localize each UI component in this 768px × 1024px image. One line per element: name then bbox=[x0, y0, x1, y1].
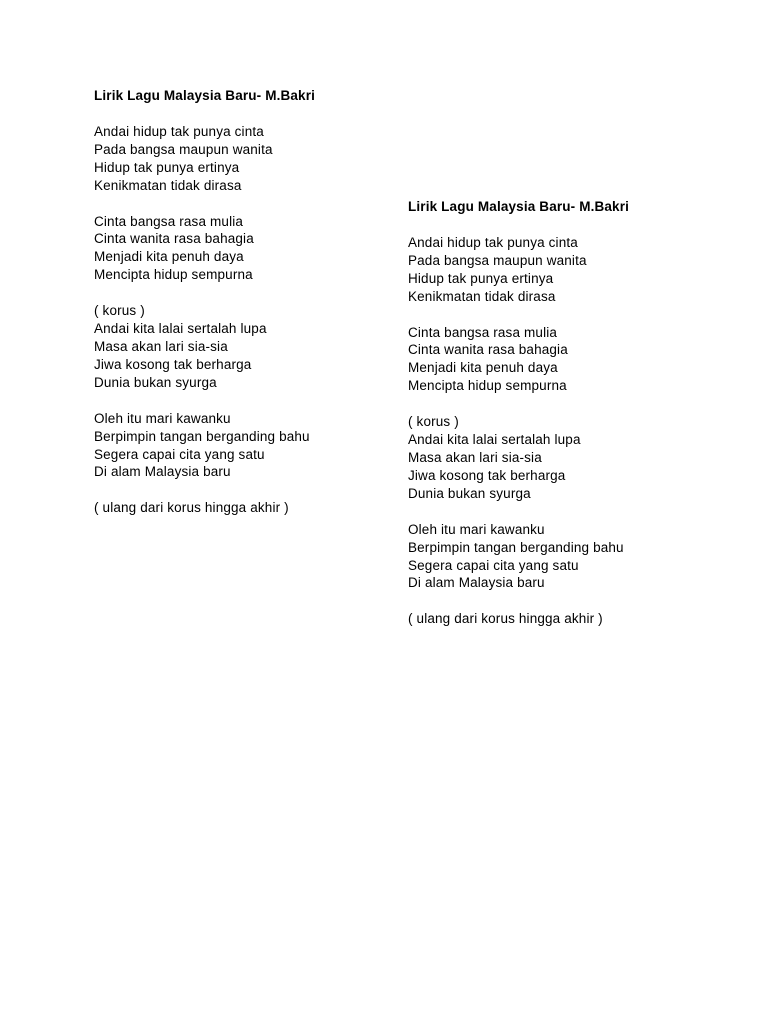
stanza-verse-1 bbox=[94, 123, 315, 195]
lyric-line: Oleh itu mari kawanku bbox=[94, 410, 231, 426]
stanza-verse-2 bbox=[94, 213, 315, 285]
lyric-line: Berpimpin tangan berganding bahu bbox=[94, 428, 310, 444]
lyric-line: Pada bangsa maupun wanita bbox=[94, 141, 273, 157]
lyric-line: Berpimpin tangan berganding bahu bbox=[408, 539, 624, 555]
stanza-chorus bbox=[94, 302, 315, 392]
repeat-note: ( ulang dari korus hingga akhir ) bbox=[94, 500, 289, 516]
lyric-line: Mencipta hidup sempurna bbox=[94, 267, 253, 283]
lyrics-block-right bbox=[408, 198, 629, 628]
lyrics-block-left bbox=[94, 87, 315, 517]
lyric-line: Pada bangsa maupun wanita bbox=[408, 252, 587, 268]
lyric-line: Cinta bangsa rasa mulia bbox=[408, 324, 558, 340]
lyric-line: Dunia bukan syurga bbox=[408, 485, 531, 501]
lyric-line: Andai kita lalai sertalah lupa bbox=[408, 432, 581, 448]
lyric-line: Segera capai cita yang satu bbox=[408, 557, 579, 573]
lyric-line: Oleh itu mari kawanku bbox=[408, 521, 545, 537]
stanza-repeat-note bbox=[94, 499, 315, 517]
lyric-line: Cinta bangsa rasa mulia bbox=[94, 213, 244, 229]
lyric-line: Cinta wanita rasa bahagia bbox=[94, 231, 254, 247]
lyric-line: Kenikmatan tidak dirasa bbox=[408, 288, 556, 304]
lyric-line: Segera capai cita yang satu bbox=[94, 446, 265, 462]
song-title: Lirik Lagu Malaysia Baru- M.Bakri bbox=[408, 199, 630, 214]
lyric-line: Dunia bukan syurga bbox=[94, 374, 217, 390]
lyric-line: Andai hidup tak punya cinta bbox=[94, 123, 264, 139]
lyric-line: Di alam Malaysia baru bbox=[408, 575, 545, 591]
lyric-line: Andai hidup tak punya cinta bbox=[408, 234, 578, 250]
lyric-line: Hidup tak punya ertinya bbox=[408, 270, 554, 286]
stanza-verse-1 bbox=[408, 234, 629, 306]
lyric-line: Mencipta hidup sempurna bbox=[408, 378, 567, 394]
stanza-verse-3 bbox=[408, 521, 629, 593]
stanza-verse-2 bbox=[408, 324, 629, 396]
lyric-line: Menjadi kita penuh daya bbox=[408, 360, 558, 376]
chorus-label: ( korus ) bbox=[408, 414, 459, 430]
lyric-line: Cinta wanita rasa bahagia bbox=[408, 342, 568, 358]
lyric-line: Di alam Malaysia baru bbox=[94, 464, 231, 480]
lyric-line: Hidup tak punya ertinya bbox=[94, 159, 240, 175]
stanza-chorus bbox=[408, 413, 629, 503]
lyric-line: Masa akan lari sia-sia bbox=[94, 338, 228, 354]
chorus-label: ( korus ) bbox=[94, 303, 145, 319]
lyric-line: Jiwa kosong tak berharga bbox=[408, 467, 566, 483]
lyric-line: Menjadi kita penuh daya bbox=[94, 249, 244, 265]
lyric-line: Masa akan lari sia-sia bbox=[408, 449, 542, 465]
repeat-note: ( ulang dari korus hingga akhir ) bbox=[408, 611, 603, 627]
lyric-line: Kenikmatan tidak dirasa bbox=[94, 177, 242, 193]
lyric-line: Andai kita lalai sertalah lupa bbox=[94, 321, 267, 337]
stanza-repeat-note bbox=[408, 610, 629, 628]
stanza-verse-3 bbox=[94, 410, 315, 482]
lyric-line: Jiwa kosong tak berharga bbox=[94, 356, 252, 372]
song-title: Lirik Lagu Malaysia Baru- M.Bakri bbox=[94, 88, 316, 103]
